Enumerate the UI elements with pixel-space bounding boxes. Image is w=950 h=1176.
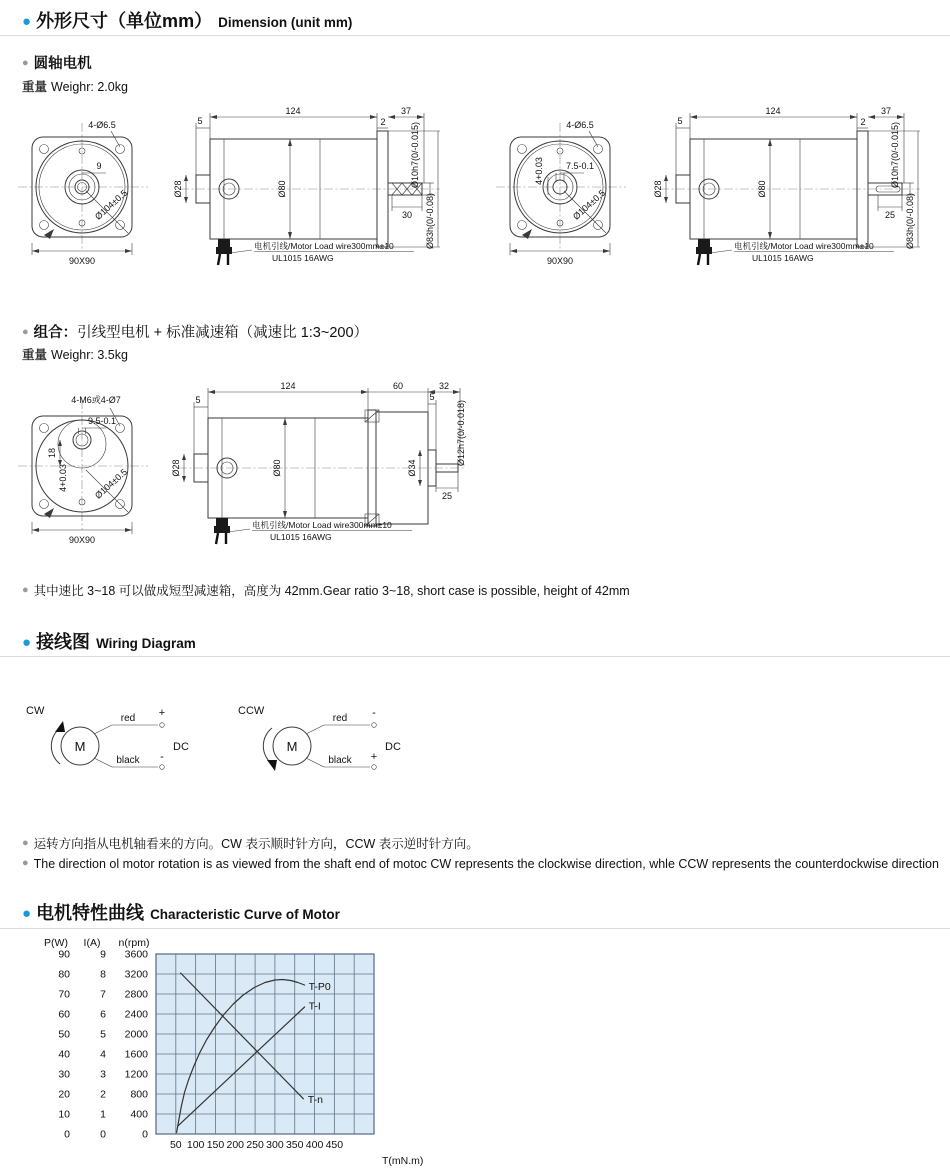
weight-label-zh: 重量 (22, 80, 48, 94)
wire-label-1: 电机引线/Motor Load wire300mm±10 (252, 520, 392, 530)
divider (0, 928, 950, 929)
dim-124: 124 (765, 106, 781, 116)
x-tick: 350 (285, 1139, 304, 1151)
dim-dia80: Ø80 (757, 180, 767, 198)
dim-2: 2 (860, 117, 866, 127)
x-axis-label: T(mN.m) (382, 1155, 424, 1167)
black-polarity: + (370, 751, 378, 763)
characteristic-curve-chart (22, 936, 462, 1171)
gray-bullet-icon: ● (22, 857, 29, 869)
round-motor-weight (22, 77, 128, 95)
black-polarity: - (160, 751, 164, 763)
dim-25: 25 (441, 491, 453, 501)
gear-ratio-note (22, 581, 630, 599)
axis-tick: 0 (64, 1128, 70, 1141)
axis-header: I(A) (83, 937, 101, 949)
dim-base: 90X90 (546, 256, 574, 266)
gray-bullet-icon: ● (22, 837, 29, 849)
wiring-diagram-cw (18, 696, 203, 791)
x-tick: 450 (325, 1139, 344, 1151)
axis-tick: 9 (100, 948, 106, 961)
page-title (22, 7, 352, 33)
rotation-note-en-text: The direction ol motor rotation is as viewed from the shaft end of motoc CW represents the clockwise direction, whle CCW represents the counterdockwise direction (33, 857, 939, 871)
motor-lead-wire (216, 239, 252, 265)
dim-shaft-tolerance: Ø10h7(0/-0.015) (890, 121, 900, 189)
axis-tick: 2000 (124, 1028, 148, 1041)
rotation-note-zh (22, 834, 479, 852)
axis-tick: 400 (130, 1108, 148, 1121)
rotation-note-en (22, 857, 939, 871)
wire-label-1: 电机引线/Motor Load wire300mm±10 (734, 241, 874, 251)
axis-tick: 60 (58, 1008, 70, 1021)
curve-heading-zh: 电机特性曲线 (36, 903, 145, 923)
gray-bullet-icon: ● (22, 584, 29, 596)
axis-tick: 50 (58, 1028, 70, 1041)
dim-7-5: 7.5-0.1 (565, 161, 595, 171)
axis-tick: 2400 (124, 1008, 148, 1021)
weight-value: Weighr: 2.0kg (51, 80, 128, 94)
dim-5-right: 5 (429, 392, 435, 402)
gray-bullet-icon: ● (22, 326, 29, 338)
wiring-diagram-ccw (230, 696, 415, 791)
drawing-front-view-keyed-shaft (492, 103, 644, 267)
round-motor-title: 圆轴电机 (33, 56, 92, 72)
red-polarity: + (158, 707, 166, 719)
red-wire-label: red (120, 713, 136, 724)
axis-header: P(W) (44, 937, 68, 949)
axis-tick: 10 (58, 1108, 70, 1121)
motor-lead-wire (696, 239, 732, 265)
black-wire-label: black (116, 755, 140, 766)
x-tick: 400 (305, 1139, 324, 1151)
gear-ratio-note-text: 其中速比 3~18 可以做成短型减速箱，高度为 42mm.Gear ratio 3~18, short case is possible, height of 42mm (33, 584, 630, 598)
dim-124: 124 (280, 381, 296, 391)
dim-9-5: 9.5-0.1 (87, 416, 117, 426)
dim-key-width: 4+0.03 (58, 464, 68, 492)
x-tick: 300 (266, 1139, 284, 1151)
dim-32: 32 (438, 381, 450, 391)
wire-label-2: UL1015 16AWG (752, 253, 814, 263)
motor-symbol: M (74, 739, 86, 754)
axis-tick: 1200 (124, 1068, 148, 1081)
weight-label-zh: 重量 (22, 348, 48, 362)
axis-tick: 20 (58, 1088, 70, 1101)
round-motor-heading (22, 52, 92, 73)
axis-tick: 0 (100, 1128, 106, 1141)
dim-bolt-holes: 4-Ø6.5 (566, 120, 594, 130)
axis-tick: 40 (58, 1048, 70, 1061)
dim-124: 124 (285, 106, 301, 116)
wiring-heading-zh: 接线图 (36, 632, 91, 652)
page-title-en: Dimension (unit mm) (218, 15, 353, 30)
x-tick: 100 (186, 1139, 205, 1151)
drawing-side-view-keyed-shaft (652, 103, 924, 269)
wire-label-1: 电机引线/Motor Load wire300mm±10 (254, 241, 394, 251)
dim-dia104: Ø104±0.5 (92, 187, 130, 222)
dim-5-left: 5 (195, 395, 201, 405)
dim-2: 2 (380, 117, 386, 127)
dim-25: 25 (884, 210, 896, 220)
x-tick: 150 (206, 1139, 225, 1151)
dim-37: 37 (400, 106, 412, 116)
wiring-heading-en: Wiring Diagram (96, 636, 196, 651)
dim-dia80: Ø80 (277, 180, 287, 198)
axis-tick: 30 (58, 1068, 70, 1081)
dim-flange-tolerance: Ø83h(0/-0.08) (425, 192, 435, 250)
divider (0, 656, 950, 657)
section-bullet-icon: ● (22, 634, 32, 651)
dim-5: 5 (677, 116, 683, 126)
rotation-note-zh-text: 运转方向指从电机轴看来的方向。CW 表示顺时针方向，CCW 表示逆时针方向。 (33, 837, 479, 851)
dim-dia28: Ø28 (653, 180, 663, 198)
combo-title-rest: 引线型电机 + 标准减速箱（减速比 1:3~200） (77, 325, 369, 341)
drawing-side-view-gearbox (170, 378, 468, 550)
wire-label-2: UL1015 16AWG (272, 253, 334, 263)
motor-symbol: M (286, 739, 298, 754)
axis-tick: 90 (58, 948, 70, 961)
gray-bullet-icon: ● (22, 57, 29, 69)
x-tick: 250 (246, 1139, 264, 1151)
ccw-arrow-icon (267, 760, 277, 771)
axis-header: n(rpm) (118, 937, 150, 949)
dim-dia104: Ø104±0.5 (570, 187, 608, 222)
red-polarity: - (372, 707, 376, 719)
red-wire-label: red (332, 713, 348, 724)
weight-value: Weighr: 3.5kg (51, 348, 128, 362)
axis-tick: 3200 (124, 968, 148, 981)
axis-tick: 2800 (124, 988, 148, 1001)
axis-tick: 3 (100, 1068, 106, 1081)
axis-tick: 0 (142, 1128, 148, 1141)
dim-dia28: Ø28 (171, 459, 181, 477)
curve-label-T-I: T-I (308, 1000, 321, 1013)
axis-tick: 3600 (124, 948, 148, 961)
curve-label-T-n: T-n (307, 1094, 323, 1106)
dim-18: 18 (47, 447, 57, 459)
dim-key-width: 4+0.03 (534, 157, 544, 185)
dim-base: 90X90 (68, 535, 96, 545)
combo-heading (22, 321, 368, 342)
cw-arrow-icon (55, 721, 65, 732)
axis-tick: 1600 (124, 1048, 148, 1061)
axis-tick: 4 (100, 1048, 106, 1061)
cw-label: CW (26, 705, 45, 717)
axis-tick: 70 (58, 988, 70, 1001)
axis-tick: 8 (100, 968, 106, 981)
drawing-front-view-gearbox (14, 378, 166, 546)
curve-heading-en: Characteristic Curve of Motor (150, 907, 340, 922)
axis-tick: 6 (100, 1008, 106, 1021)
combo-title-strong: 组合： (33, 325, 78, 341)
dim-flange-tolerance: Ø83h(0/-0.08) (905, 192, 915, 250)
dim-bolt-holes: 4-Ø6.5 (88, 120, 116, 130)
dc-label: DC (385, 741, 401, 753)
axis-tick: 5 (100, 1028, 106, 1041)
dim-bolt-holes: 4-M6或4-Ø7 (71, 395, 121, 405)
dim-30: 30 (401, 210, 413, 220)
dim-37: 37 (880, 106, 892, 116)
black-wire-label: black (328, 755, 352, 766)
dim-dia80: Ø80 (272, 459, 282, 477)
ccw-label: CCW (238, 705, 265, 717)
drawing-front-view-round-shaft (14, 103, 166, 267)
dim-5: 5 (197, 116, 203, 126)
curve-heading (22, 899, 340, 925)
page-title-zh: 外形尺寸（单位mm） (36, 11, 213, 31)
x-tick: 200 (226, 1139, 245, 1151)
dim-base: 90X90 (68, 256, 96, 266)
dc-label: DC (173, 741, 189, 753)
wiring-heading (22, 628, 196, 654)
axis-tick: 80 (58, 968, 70, 981)
axis-tick: 2 (100, 1088, 106, 1101)
dim-dia28: Ø28 (173, 180, 183, 198)
divider (0, 35, 950, 36)
dim-shaft-tolerance: Ø12h7(0/-0.018) (456, 399, 466, 467)
dim-shaft-tolerance: Ø10h7(0/-0.015) (410, 121, 420, 189)
section-bullet-icon: ● (22, 905, 32, 922)
axis-tick: 1 (100, 1108, 106, 1121)
axis-tick: 7 (100, 988, 106, 1001)
dim-60: 60 (392, 381, 404, 391)
curve-label-T-P0: T-P0 (308, 981, 331, 993)
motor-lead-wire (214, 518, 250, 544)
dim-dia104: Ø104±0.5 (92, 466, 130, 501)
wire-label-2: UL1015 16AWG (270, 532, 332, 542)
drawing-side-view-round-shaft (172, 103, 444, 269)
dim-9: 9 (96, 161, 102, 171)
section-bullet-icon: ● (22, 13, 32, 30)
axis-tick: 800 (130, 1088, 148, 1101)
combo-weight (22, 345, 128, 363)
x-tick: 50 (169, 1139, 182, 1151)
dim-dia34: Ø34 (407, 459, 417, 477)
